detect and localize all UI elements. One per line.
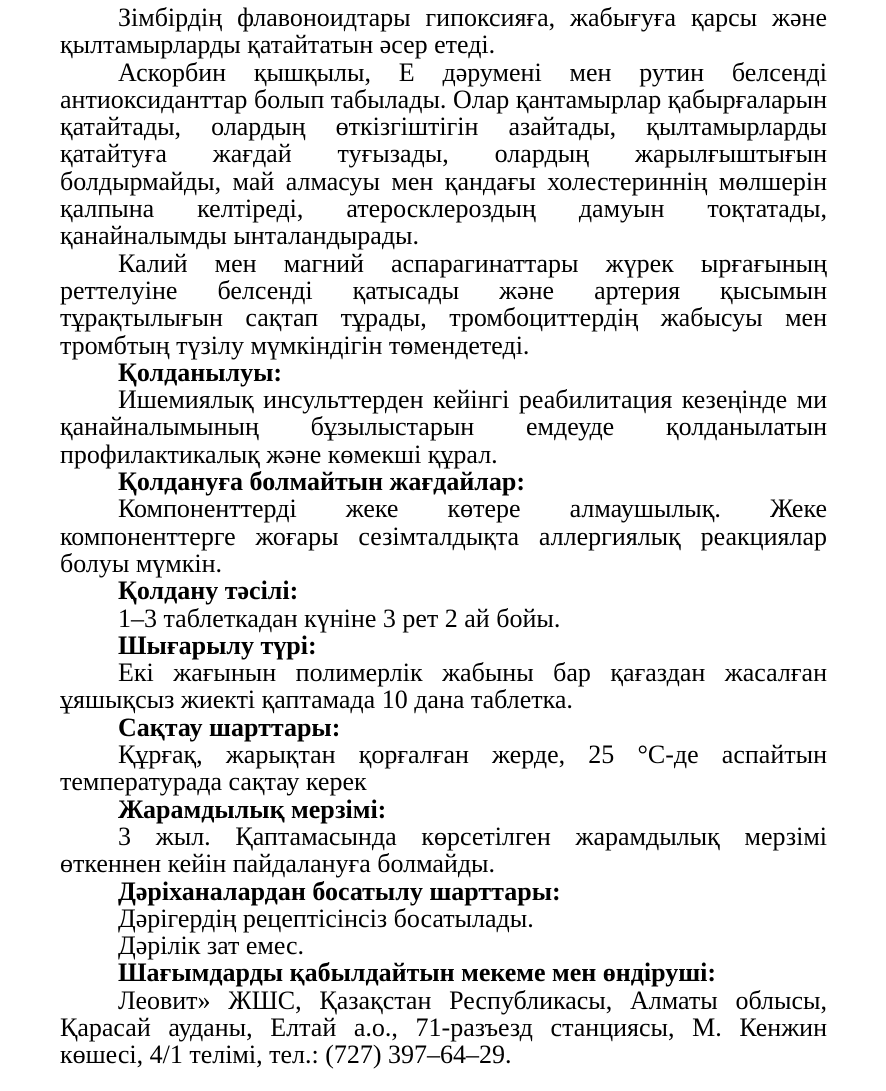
text-usage: Ишемиялық инсульттерден кейінгі реабилитация кезеңінде ми қанайналымының бұзылыстарын емдеуде қолданылатын профилактикалық және көмекші құрал. — [60, 385, 827, 469]
heading-contraindications: Қолдануға болмайтын жағдайлар: — [118, 467, 525, 497]
heading-usage: Қолданылуы: — [118, 357, 283, 387]
text-method: 1–3 таблеткадан күніне 3 рет 2 ай бойы. — [118, 603, 561, 633]
heading-storage: Сақтау шарттары: — [118, 712, 341, 742]
heading-shelf-life: Жарамдылық мерзімі: — [118, 794, 387, 824]
text-storage: Құрғақ, жарықтан қорғалған жерде, 25 °С-де аспайтын температурада сақтау керек — [60, 740, 827, 797]
text-form: Екі жағынын полимерлік жабыны бар қағаздан жасалған ұяшықсыз жиекті қаптамада 10 дана таблетка. — [60, 658, 827, 715]
heading-dispensing: Дәріханалардан босатылу шарттары: — [118, 876, 561, 906]
text-manufacturer: Леовит» ЖШС, Қазақстан Республикасы, Алматы облысы, Қарасай ауданы, Елтай а.о., 71-разъезд станциясы, М. Кенжин көшесі, 4/1 телімі, тел.: (727) 397–64–29. — [60, 985, 827, 1070]
document-page — [60, 4, 827, 1069]
paragraph-antioxidants: Аскорбин қышқылы, Е дәрумені мен рутин белсенді антиоксиданттар болып табылады. Олар қантамырлар қабырғаларын қатайтады, олардың өткізгіштігін азайтады, қылтамырларды қатайтуға жағдай туғызады, олардың жарылғыштығын болдырмайды, май алмасуы мен қандағы холестериннің мөлшерін қалпына келтіреді, атеросклероздың дамуын тоқтатады, қанайналымды ынталандырады. — [60, 57, 827, 251]
heading-form: Шығарылу түрі: — [118, 630, 317, 660]
text-shelf-life: 3 жыл. Қаптамасында көрсетілген жарамдылық мерзімі өткеннен кейін пайдалануға болмайды. — [60, 821, 827, 879]
paragraph-potassium-magnesium: Калий мен магний аспарагинаттары жүрек ырғағының реттелуіне белсенді қатысады және артерия қысымын тұрақтылығын сақтап тұрады, тромбоциттердің жабысуы мен тромбтың түзілу мүмкіндігін төмендетеді. — [60, 248, 827, 360]
text-contraindications: Компоненттерді жеке көтере алмаушылық. Жеке компоненттерге жоғары сезімталдықта аллергиялық реакциялар болуы мүмкін. — [60, 494, 827, 578]
heading-method: Қолдану тәсілі: — [118, 576, 299, 606]
text-not-medicine: Дәрілік зат емес. — [118, 931, 305, 961]
paragraph-flavonoids: Зімбірдің флавоноидтары гипоксияға, жабығуға қарсы және қылтамырларды қатайтатын әсер етеді. — [60, 3, 827, 60]
text-dispensing: Дәрігердің рецептісінсіз босатылады. — [118, 903, 534, 933]
heading-manufacturer: Шағымдарды қабылдайтын мекеме мен өндіруші: — [118, 958, 717, 988]
